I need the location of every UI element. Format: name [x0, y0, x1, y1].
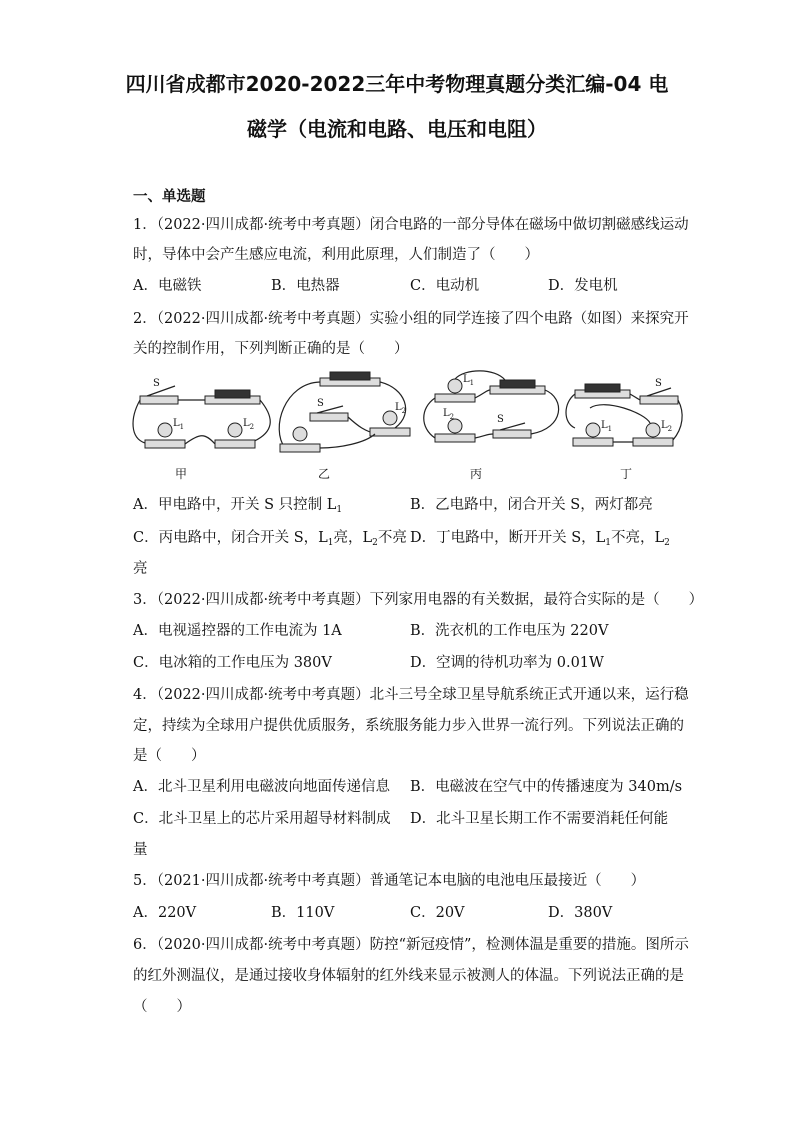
circuit-yi	[279, 372, 410, 452]
q4-text-line2: 定，持续为全球用户提供优质服务，系统服务能力步入世界一流行列。下列说法正确的	[133, 718, 684, 734]
q2-option-c: C．丙电路中，闭合开关 S，$L_1$亮，$L_2$不亮	[133, 530, 407, 548]
q4-option-b: B．电磁波在空气中的传播速度为 340m/s	[410, 779, 683, 795]
q1-option-c: C．电动机	[410, 278, 480, 294]
label-l2: $L_2$	[661, 420, 673, 433]
circuit-ding	[566, 378, 682, 446]
q5-option-c: C．20V	[410, 905, 465, 921]
circuit-bing	[424, 371, 559, 442]
q2-option-d: D．丁电路中，断开开关 S，$L_1$不亮，$L_2$	[410, 530, 670, 548]
q4-text-line1: 4．（2022·四川成都·统考中考真题）北斗三号全球卫星导航系统正式开通以来，运行稳	[133, 687, 689, 703]
q2-option-d-wrap: 亮	[133, 561, 148, 577]
q4-text-line3: 是（ ）	[133, 748, 206, 764]
label-l1: $L_1$	[601, 420, 613, 433]
q2-text-line1: 2．（2022·四川成都·统考中考真题）实验小组的同学连接了四个电路（如图）来探究开	[133, 311, 689, 327]
label-l2: $L_2$	[395, 402, 407, 415]
section-heading: 一、单选题	[133, 189, 206, 205]
label-s: S	[655, 378, 662, 389]
fig-caption-jia: 甲	[175, 467, 188, 481]
label-s: S	[153, 378, 160, 389]
q4-option-c: C．北斗卫星上的芯片采用超导材料制成	[133, 811, 391, 827]
q3-text-line1: 3．（2022·四川成都·统考中考真题）下列家用电器的有关数据，最符合实际的是（ ）	[133, 592, 704, 608]
q1-option-d: D．发电机	[548, 278, 618, 294]
q2-text-line2: 关的控制作用，下列判断正确的是（ ）	[133, 341, 409, 357]
q5-text-line1: 5．（2021·四川成都·统考中考真题）普通笔记本电脑的电池电压最接近（ ）	[133, 873, 646, 889]
q4-option-d: D．北斗卫星长期工作不需要消耗任何能	[410, 811, 669, 827]
fig-caption-bing: 丙	[470, 467, 483, 481]
q1-option-b: B．电热器	[271, 278, 340, 294]
fig-caption-yi: 乙	[318, 467, 331, 481]
circuit-figure	[125, 368, 685, 463]
doc-title-line1: 四川省成都市2020-2022三年中考物理真题分类汇编-04 电	[125, 72, 669, 96]
fig-caption-ding: 丁	[620, 467, 633, 481]
q1-text-line2: 时，导体中会产生感应电流，利用此原理，人们制造了（ ）	[133, 247, 539, 263]
q6-text-line1: 6．（2020·四川成都·统考中考真题）防控“新冠疫情”，检测体温是重要的措施。图所示	[133, 937, 689, 953]
label-l2: $L_2$	[443, 408, 455, 421]
q6-text-line3: （ ）	[133, 999, 191, 1015]
q2-option-a: A．甲电路中，开关 S 只控制 $L_1$	[133, 497, 343, 515]
q4-option-a: A．北斗卫星利用电磁波向地面传递信息	[133, 779, 390, 795]
label-s: S	[317, 398, 324, 409]
q3-option-d: D．空调的待机功率为 0.01W	[410, 655, 604, 671]
q3-option-c: C．电冰箱的工作电压为 380V	[133, 655, 332, 671]
q3-option-a: A．电视遥控器的工作电流为 1A	[133, 623, 342, 639]
label-l2: $L_2$	[243, 418, 255, 431]
q5-option-a: A．220V	[133, 905, 197, 921]
q1-text-line1: 1．（2022·四川成都·统考中考真题）闭合电路的一部分导体在磁场中做切割磁感线运动	[133, 217, 689, 233]
q2-option-b: B．乙电路中，闭合开关 S，两灯都亮	[410, 497, 653, 513]
label-l1: $L_1$	[463, 374, 475, 387]
q5-option-d: D．380V	[548, 905, 613, 921]
doc-title-line2: 磁学（电流和电路、电压和电阻）	[247, 117, 547, 141]
q3-option-b: B．洗衣机的工作电压为 220V	[410, 623, 609, 639]
q4-option-d-wrap: 量	[133, 842, 148, 858]
q5-option-b: B．110V	[271, 905, 335, 921]
q6-text-line2: 的红外测温仪，是通过接收身体辐射的红外线来显示被测人的体温。下列说法正确的是	[133, 968, 684, 984]
label-s: S	[497, 414, 504, 425]
circuit-jia	[133, 378, 270, 448]
q1-option-a: A．电磁铁	[133, 278, 202, 294]
label-l1: $L_1$	[173, 418, 185, 431]
